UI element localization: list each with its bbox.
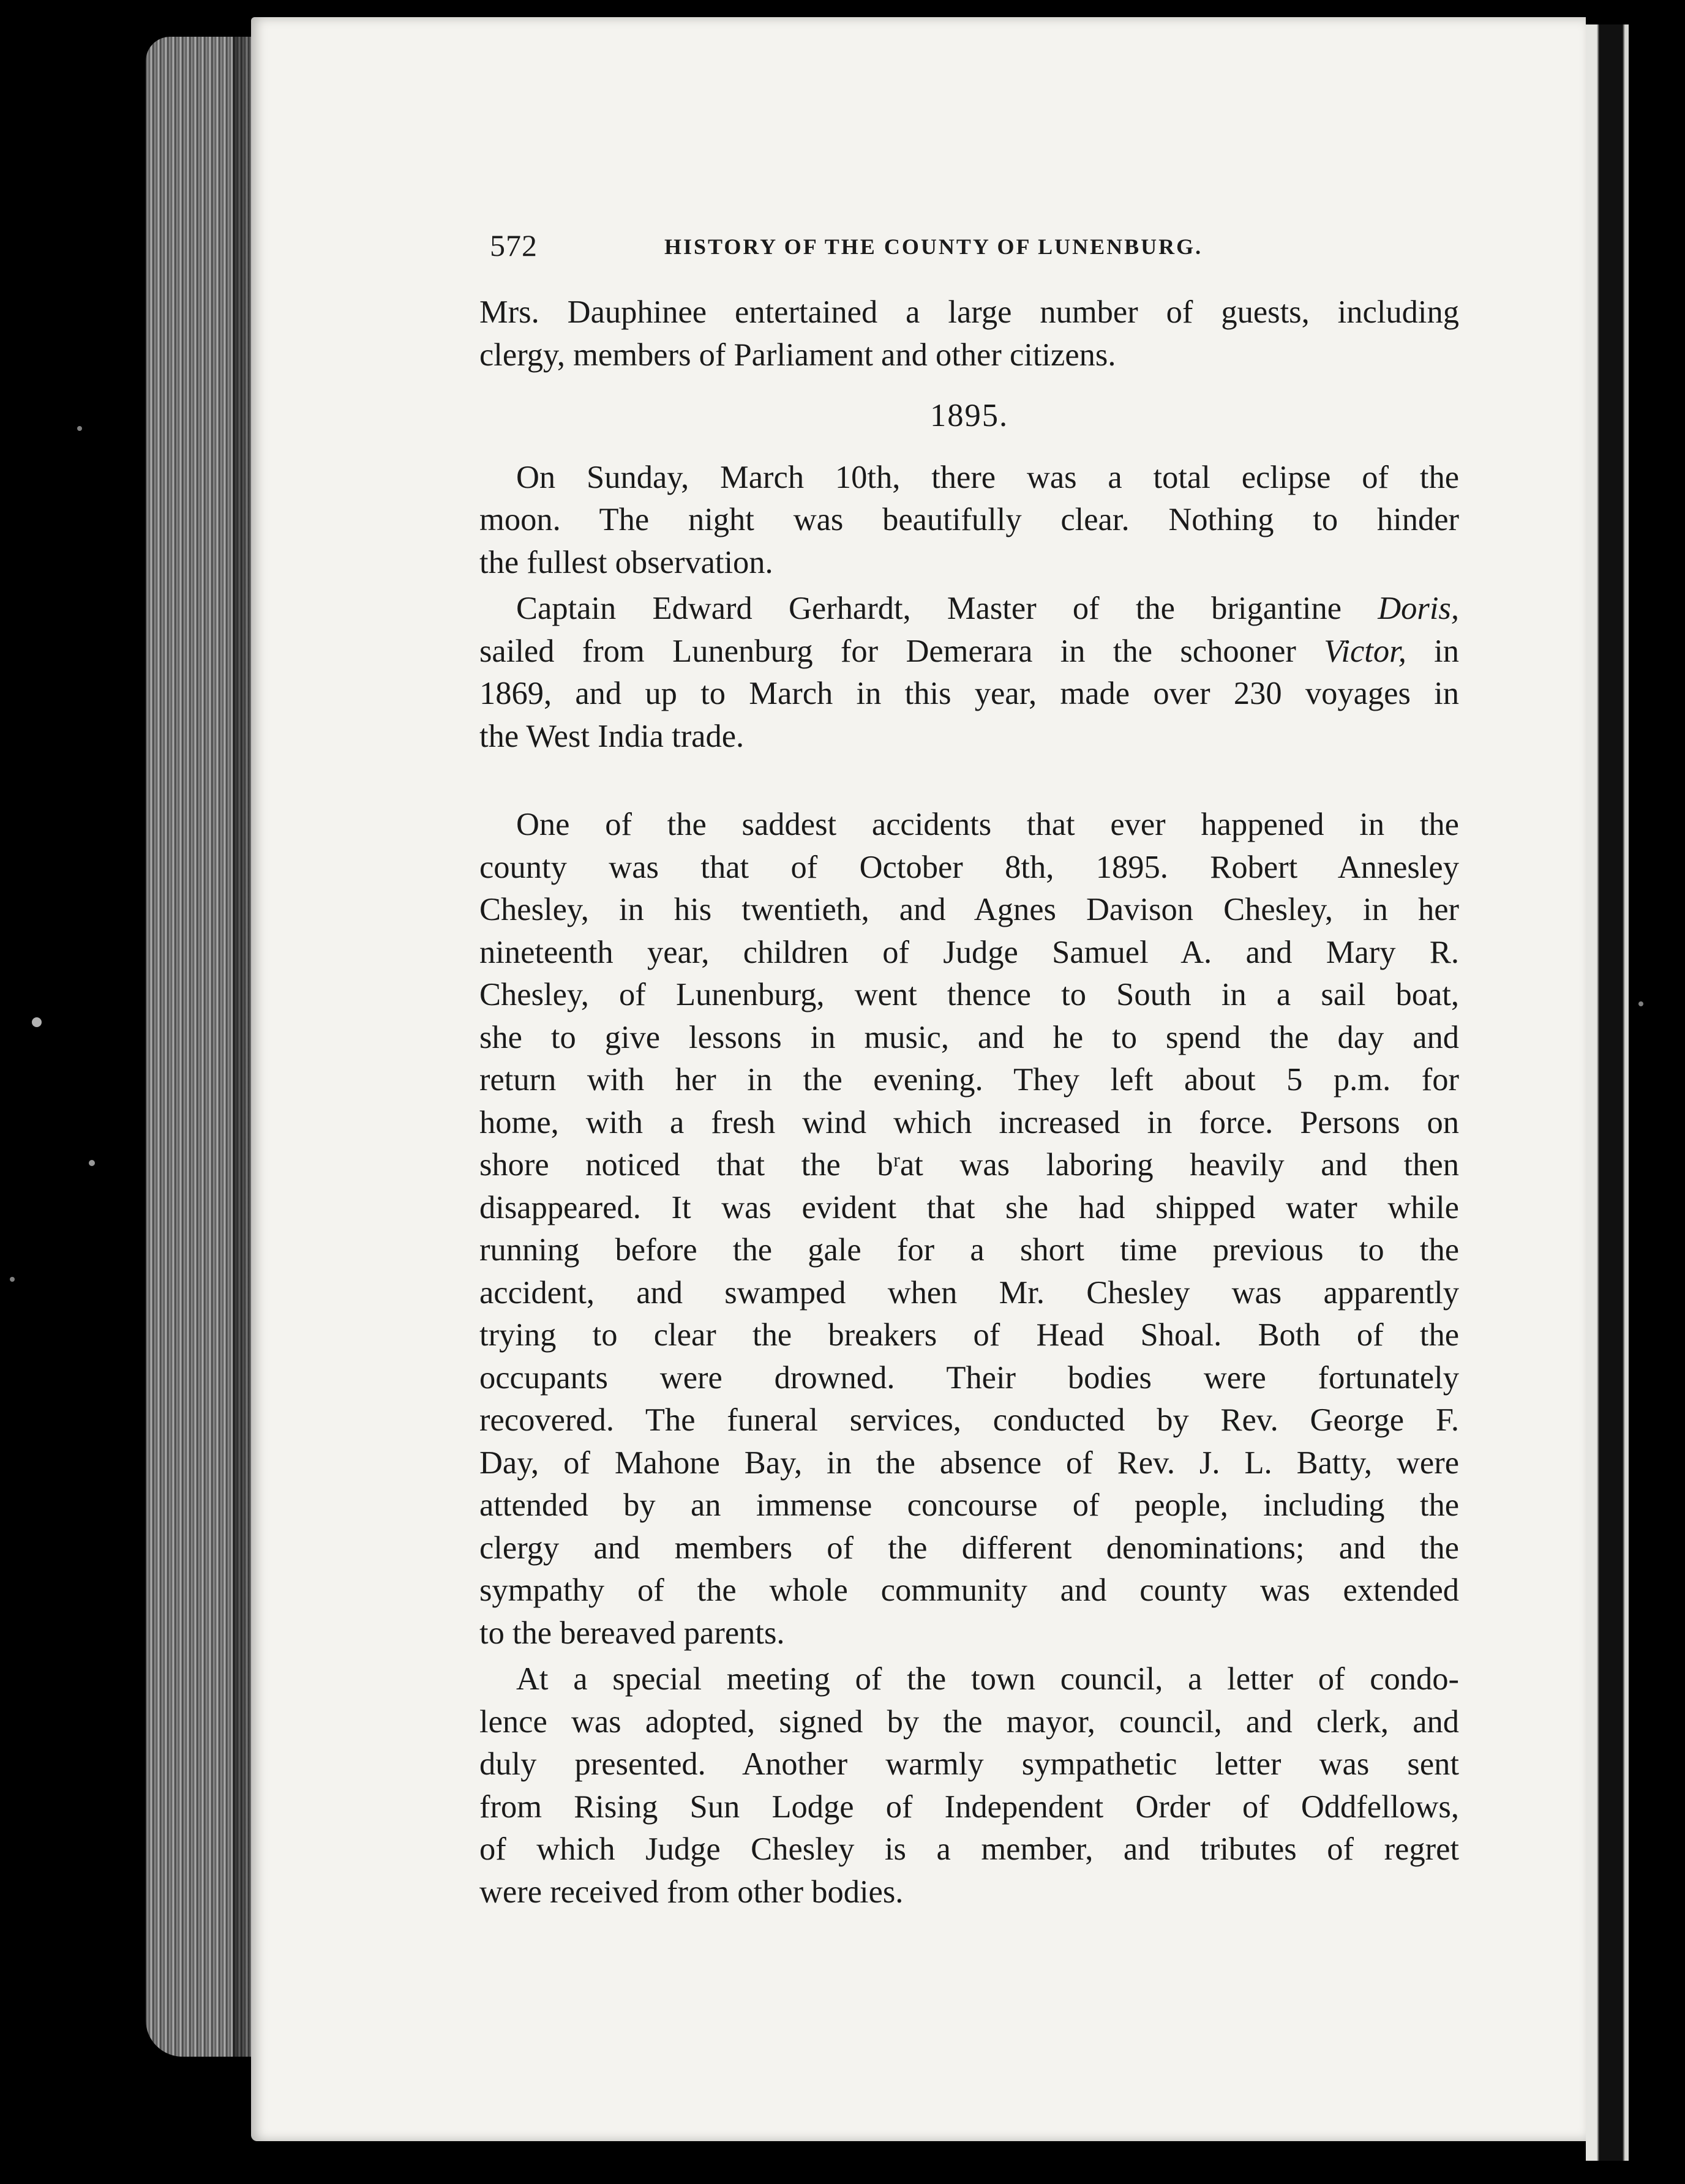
text-line: moon. The night was beautifully clear. Nothing to hinder: [479, 502, 1459, 537]
text-line: shore noticed that the bʳat was laboring heavily and then: [479, 1147, 1459, 1183]
accident-paragraph: [479, 758, 1459, 1655]
text-line: recovered. The funeral services, conducted by Rev. George F.: [479, 1402, 1459, 1438]
text-line: from Rising Sun Lodge of Independent Order of Oddfellows,: [479, 1789, 1459, 1825]
text-line: of which Judge Chesley is a member, and tributes of regret: [479, 1831, 1459, 1867]
ship-name-victor: Victor,: [1324, 633, 1406, 669]
text-line: disappeared. It was evident that she had shipped water while: [479, 1189, 1459, 1225]
text-line: clergy, members of Parliament and other citizens.: [479, 337, 1116, 373]
text-line: Chesley, in his twentieth, and Agnes Davison Chesley, in her: [479, 892, 1459, 927]
page-body: [479, 288, 1459, 1913]
text-line: the West India trade.: [479, 718, 745, 754]
captain-paragraph: [479, 584, 1459, 758]
text-line: the fullest observation.: [479, 544, 773, 580]
text-line: On Sunday, March 10th, there was a total eclipse of the: [516, 459, 1459, 495]
text-line: [479, 630, 1459, 673]
facing-page-edge: [1586, 24, 1629, 2161]
text-line: Chesley, of Lunenburg, went thence to South in a sail boat,: [479, 977, 1459, 1012]
text-line: she to give lessons in music, and he to spend the day and: [479, 1019, 1459, 1055]
text-line: nineteenth year, children of Judge Samuel A. and Mary R.: [479, 934, 1459, 970]
text-line: At a special meeting of the town council, a letter of condo-: [516, 1661, 1459, 1697]
text-fragment: in: [1406, 633, 1459, 669]
text-line: were received from other bodies.: [479, 1874, 904, 1910]
text-line: trying to clear the breakers of Head Shoal. Both of the: [479, 1317, 1459, 1353]
text-line: attended by an immense concourse of people, including the: [479, 1487, 1459, 1523]
text-line: duly presented. Another warmly sympathetic letter was sent: [479, 1746, 1459, 1782]
text-line: [479, 588, 1459, 630]
text-line: county was that of October 8th, 1895. Robert Annesley: [479, 849, 1459, 885]
text-fragment: sailed from Lunenburg for Demerara in the schooner: [479, 633, 1324, 669]
condolence-paragraph: [479, 1655, 1459, 1913]
text-line: sympathy of the whole community and county was extended: [479, 1573, 1459, 1608]
text-line: Day, of Mahone Bay, in the absence of Rev. J. L. Batty, were: [479, 1445, 1459, 1481]
text-line: running before the gale for a short time previous to the: [479, 1232, 1459, 1268]
text-line: home, with a fresh wind which increased in force. Persons on: [479, 1104, 1459, 1140]
text-line: One of the saddest accidents that ever happened in the: [516, 807, 1459, 842]
page-number: 572: [490, 228, 538, 263]
text-line: lence was adopted, signed by the mayor, council, and clerk, and: [479, 1703, 1459, 1740]
text-line: Mrs. Dauphinee entertained a large number of guests, including: [479, 294, 1459, 330]
text-line: clergy and members of the different denominations; and the: [479, 1530, 1459, 1566]
ship-name-doris: Doris,: [1378, 591, 1459, 626]
text-fragment: Captain Edward Gerhardt, Master of the brigantine: [516, 591, 1378, 626]
text-line: 1869, and up to March in this year, made over 230 voyages in: [479, 676, 1459, 711]
intro-paragraph: [479, 288, 1459, 376]
year-heading: 1895.: [929, 398, 1009, 433]
text-line: occupants were drowned. Their bodies were fortunately: [479, 1359, 1459, 1396]
running-head-title: HISTORY OF THE COUNTY OF LUNENBURG.: [664, 234, 1203, 259]
text-line: return with her in the evening. They left about 5 p.m. for: [479, 1062, 1459, 1098]
eclipse-paragraph: [479, 453, 1459, 585]
text-line: to the bereaved parents.: [479, 1615, 785, 1651]
text-line: accident, and swamped when Mr. Chesley was apparently: [479, 1274, 1459, 1311]
running-head: [490, 228, 1316, 264]
